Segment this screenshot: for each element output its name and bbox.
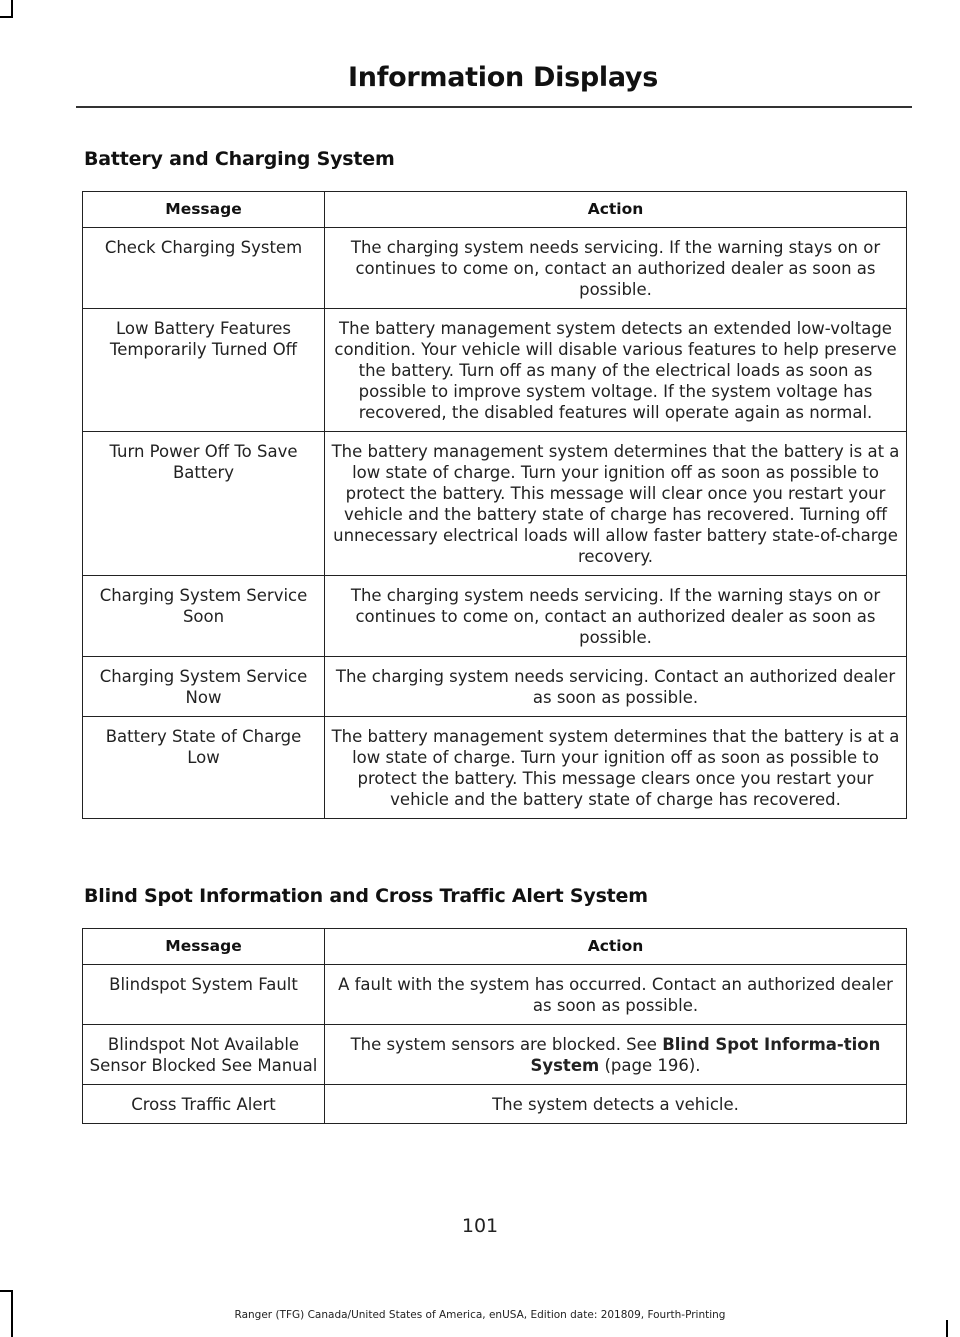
footer-edition-info: Ranger (TFG) Canada/United States of America, enUSA, Edition date: 201809, Fourth-Printing: [234, 1309, 726, 1321]
action-cell: [325, 1025, 907, 1085]
section-title-battery-charging: Battery and Charging System: [84, 148, 395, 170]
action-cell: A fault with the system has occurred. Contact an authorized dealer as soon as possible.: [325, 965, 907, 1025]
action-cell: The battery management system determines that the battery is at a low state of charge. Turn your ignition off as soon as possible to protect the battery. This message will clear once you restart your vehicle and the battery state of charge has recovered. Turning off unnecessary electrical loads will allow faster battery state-of-charge recovery.: [325, 432, 907, 576]
blind-spot-system-link[interactable]: Blind Spot Informa-tion System: [530, 1035, 881, 1075]
table-row: [83, 1085, 907, 1124]
page-reference: (page 196).: [599, 1056, 701, 1075]
table-row: [83, 657, 907, 717]
table-row: [83, 1025, 907, 1085]
message-cell: Battery State of Charge Low: [83, 717, 325, 819]
table-row: [83, 309, 907, 432]
column-header-action: Action: [325, 192, 907, 228]
action-text: The system sensors are blocked. See: [350, 1035, 663, 1054]
page-number: 101: [461, 1215, 499, 1237]
table-row: [83, 432, 907, 576]
table-row: [83, 717, 907, 819]
message-cell: Turn Power Off To Save Battery: [83, 432, 325, 576]
action-cell: The charging system needs servicing. Contact an authorized dealer as soon as possible.: [325, 657, 907, 717]
battery-charging-table: [82, 191, 907, 819]
blind-spot-table: [82, 928, 907, 1124]
message-cell: Charging System Service Now: [83, 657, 325, 717]
header-divider: [76, 106, 912, 108]
action-cell: The system detects a vehicle.: [325, 1085, 907, 1124]
message-cell: Charging System Service Soon: [83, 576, 325, 657]
crop-mark-bottom-right: [946, 1320, 948, 1337]
table-header-row: [83, 929, 907, 965]
column-header-message: Message: [83, 929, 325, 965]
message-cell: Low Battery Features Temporarily Turned Off: [83, 309, 325, 432]
crop-mark-top-left-h: [0, 16, 13, 18]
message-cell: Check Charging System: [83, 228, 325, 309]
action-cell: The battery management system determines that the battery is at a low state of charge. Turn your ignition off as soon as possible to protect the battery. This message clears once you restart your vehicle and the battery state of charge has recovered.: [325, 717, 907, 819]
column-header-action: Action: [325, 929, 907, 965]
table-row: [83, 965, 907, 1025]
action-cell: The charging system needs servicing. If the warning stays on or continues to come on, contact an authorized dealer as soon as possible.: [325, 576, 907, 657]
message-cell: Blindspot System Fault: [83, 965, 325, 1025]
table-header-row: [83, 192, 907, 228]
message-cell: Blindspot Not Available Sensor Blocked See Manual: [83, 1025, 325, 1085]
action-cell: The charging system needs servicing. If the warning stays on or continues to come on, contact an authorized dealer as soon as possible.: [325, 228, 907, 309]
message-cell: Cross Traffic Alert: [83, 1085, 325, 1124]
action-cell: The battery management system detects an extended low-voltage condition. Your vehicle will disable various features to help preserve the battery. Turn off as many of the electrical loads as soon as possible to improve system voltage. If the system voltage has recovered, the disabled features will operate again as normal.: [325, 309, 907, 432]
table-row: [83, 228, 907, 309]
crop-mark-bottom-left-h: [0, 1290, 13, 1292]
column-header-message: Message: [83, 192, 325, 228]
page-header-title: Information Displays: [348, 62, 658, 93]
section-title-blind-spot: Blind Spot Information and Cross Traffic Alert System: [84, 885, 648, 907]
table-row: [83, 576, 907, 657]
